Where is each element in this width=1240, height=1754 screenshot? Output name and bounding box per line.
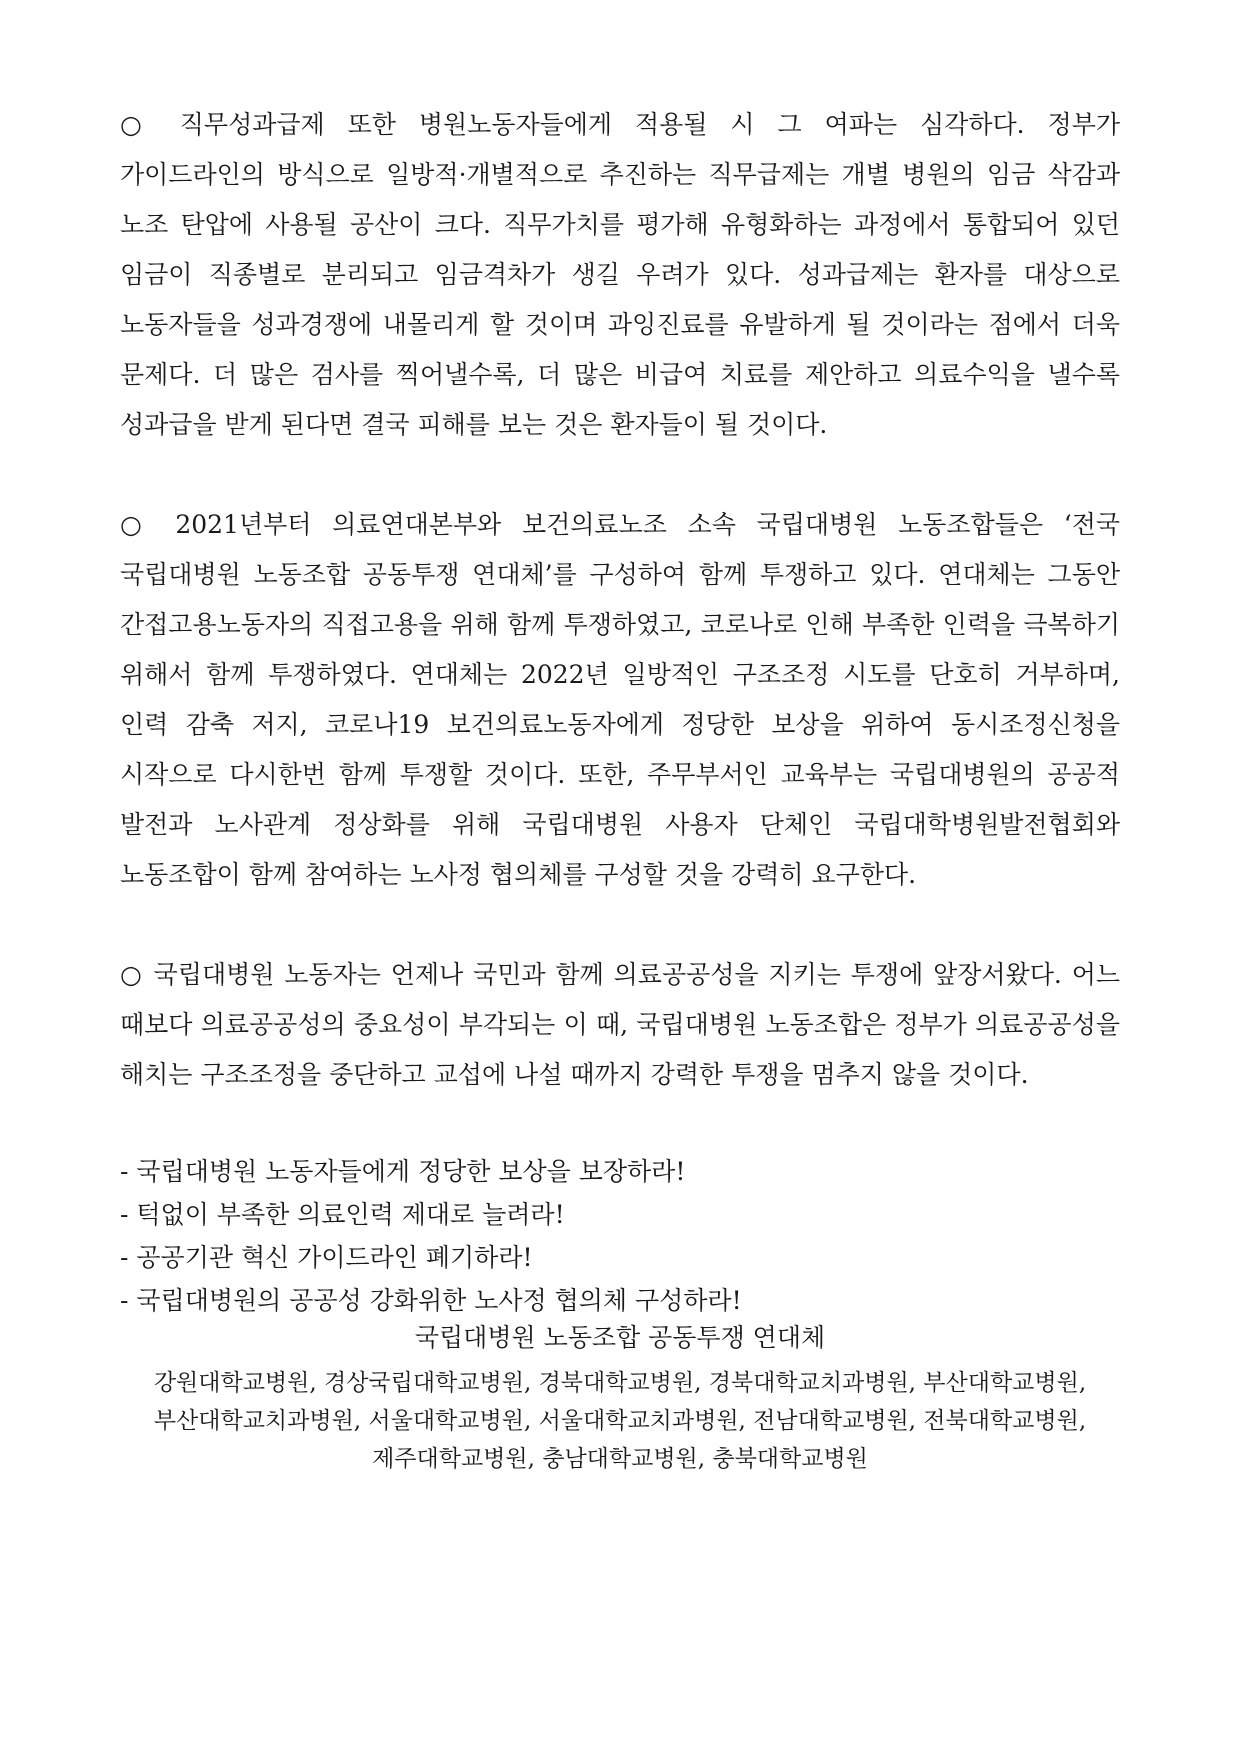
signature-title: 국립대병원 노동조합 공동투쟁 연대체: [414, 1323, 826, 1352]
signature-members-line: 제주대학교병원, 충남대학교병원, 충북대학교병원: [372, 1446, 868, 1472]
paragraph-performance-pay: ○ 직무성과급제 또한 병원노동자들에게 적용될 시 그 여파는 심각하다. 정부가 가이드라인의 방식으로 일방적·개별적으로 추진하는 직무급제는 개별 병원의 임금 삭감과 노조 탄압에 사용될 공산이 크다. 직무가치를 평가해 유형화하는 과정에서 통합되어 있던 임금이 직종별로 분리되고 임금격차가 생길 우려가 있다. 성과급제는 환자를 대상으로 노동자들을 성과경쟁에 내몰리게 할 것이며 과잉진료를 유발하게 될 것이라는 점에서 더욱 문제다. 더 많은 검사를 찍어낼수록, 더 많은 비급여 치료를 제안하고 의료수익을 낼수록 성과급을 받게 된다면 결국 피해를 보는 것은 환자들이 될 것이다.: [120, 110, 1120, 439]
signature-members-line: 부산대학교치과병원, 서울대학교병원, 서울대학교치과병원, 전남대학교병원, 전북대학교병원,: [153, 1408, 1087, 1434]
paragraph-public-healthcare: ○ 국립대병원 노동자는 언제나 국민과 함께 의료공공성을 지키는 투쟁에 앞장서왔다. 어느 때보다 의료공공성의 중요성이 부각되는 이 때, 국립대병원 노동조합은 정부가 의료공공성을 해치는 구조조정을 중단하고 교섭에 나설 때까지 강력한 투쟁을 멈추지 않을 것이다.: [120, 960, 1120, 1089]
demand-item: - 턱없이 부족한 의료인력 제대로 늘려라!: [120, 1200, 565, 1229]
demand-item: - 공공기관 혁신 가이드라인 폐기하라!: [120, 1243, 533, 1272]
signature-members: [120, 1364, 1120, 1478]
document-body: [120, 100, 1120, 1338]
paragraph-solidarity-struggle: ○ 2021년부터 의료연대본부와 보건의료노조 소속 국립대병원 노동조합들은 ‘전국 국립대병원 노동조합 공동투쟁 연대체’를 구성하여 함께 투쟁하고 있다. 연대체는 그동안 간접고용노동자의 직접고용을 위해 함께 투쟁하였고, 코로나로 인해 부족한 인력을 극복하기 위해서 함께 투쟁하였다. 연대체는 2022년 일방적인 구조조정 시도를 단호히 거부하며, 인력 감축 저지, 코로나19 보건의료노동자에게 정당한 보상을 위하여 동시조정신청을 시작으로 다시한번 함께 투쟁할 것이다. 또한, 주무부서인 교육부는 국립대병원의 공공적 발전과 노사관계 정상화를 위해 국립대병원 사용자 단체인 국립대학병원발전협회와 노동조합이 함께 참여하는 노사정 협의체를 구성할 것을 강력히 요구한다.: [120, 510, 1120, 889]
demands-list: [120, 1150, 1120, 1322]
signature-members-line: 강원대학교병원, 경상국립대학교병원, 경북대학교병원, 경북대학교치과병원, 부산대학교병원,: [153, 1370, 1087, 1396]
demand-item: - 국립대병원 노동자들에게 정당한 보상을 보장하라!: [120, 1157, 686, 1186]
signature-block: [120, 1318, 1120, 1478]
demand-item: - 국립대병원의 공공성 강화위한 노사정 협의체 구성하라!: [120, 1286, 742, 1315]
